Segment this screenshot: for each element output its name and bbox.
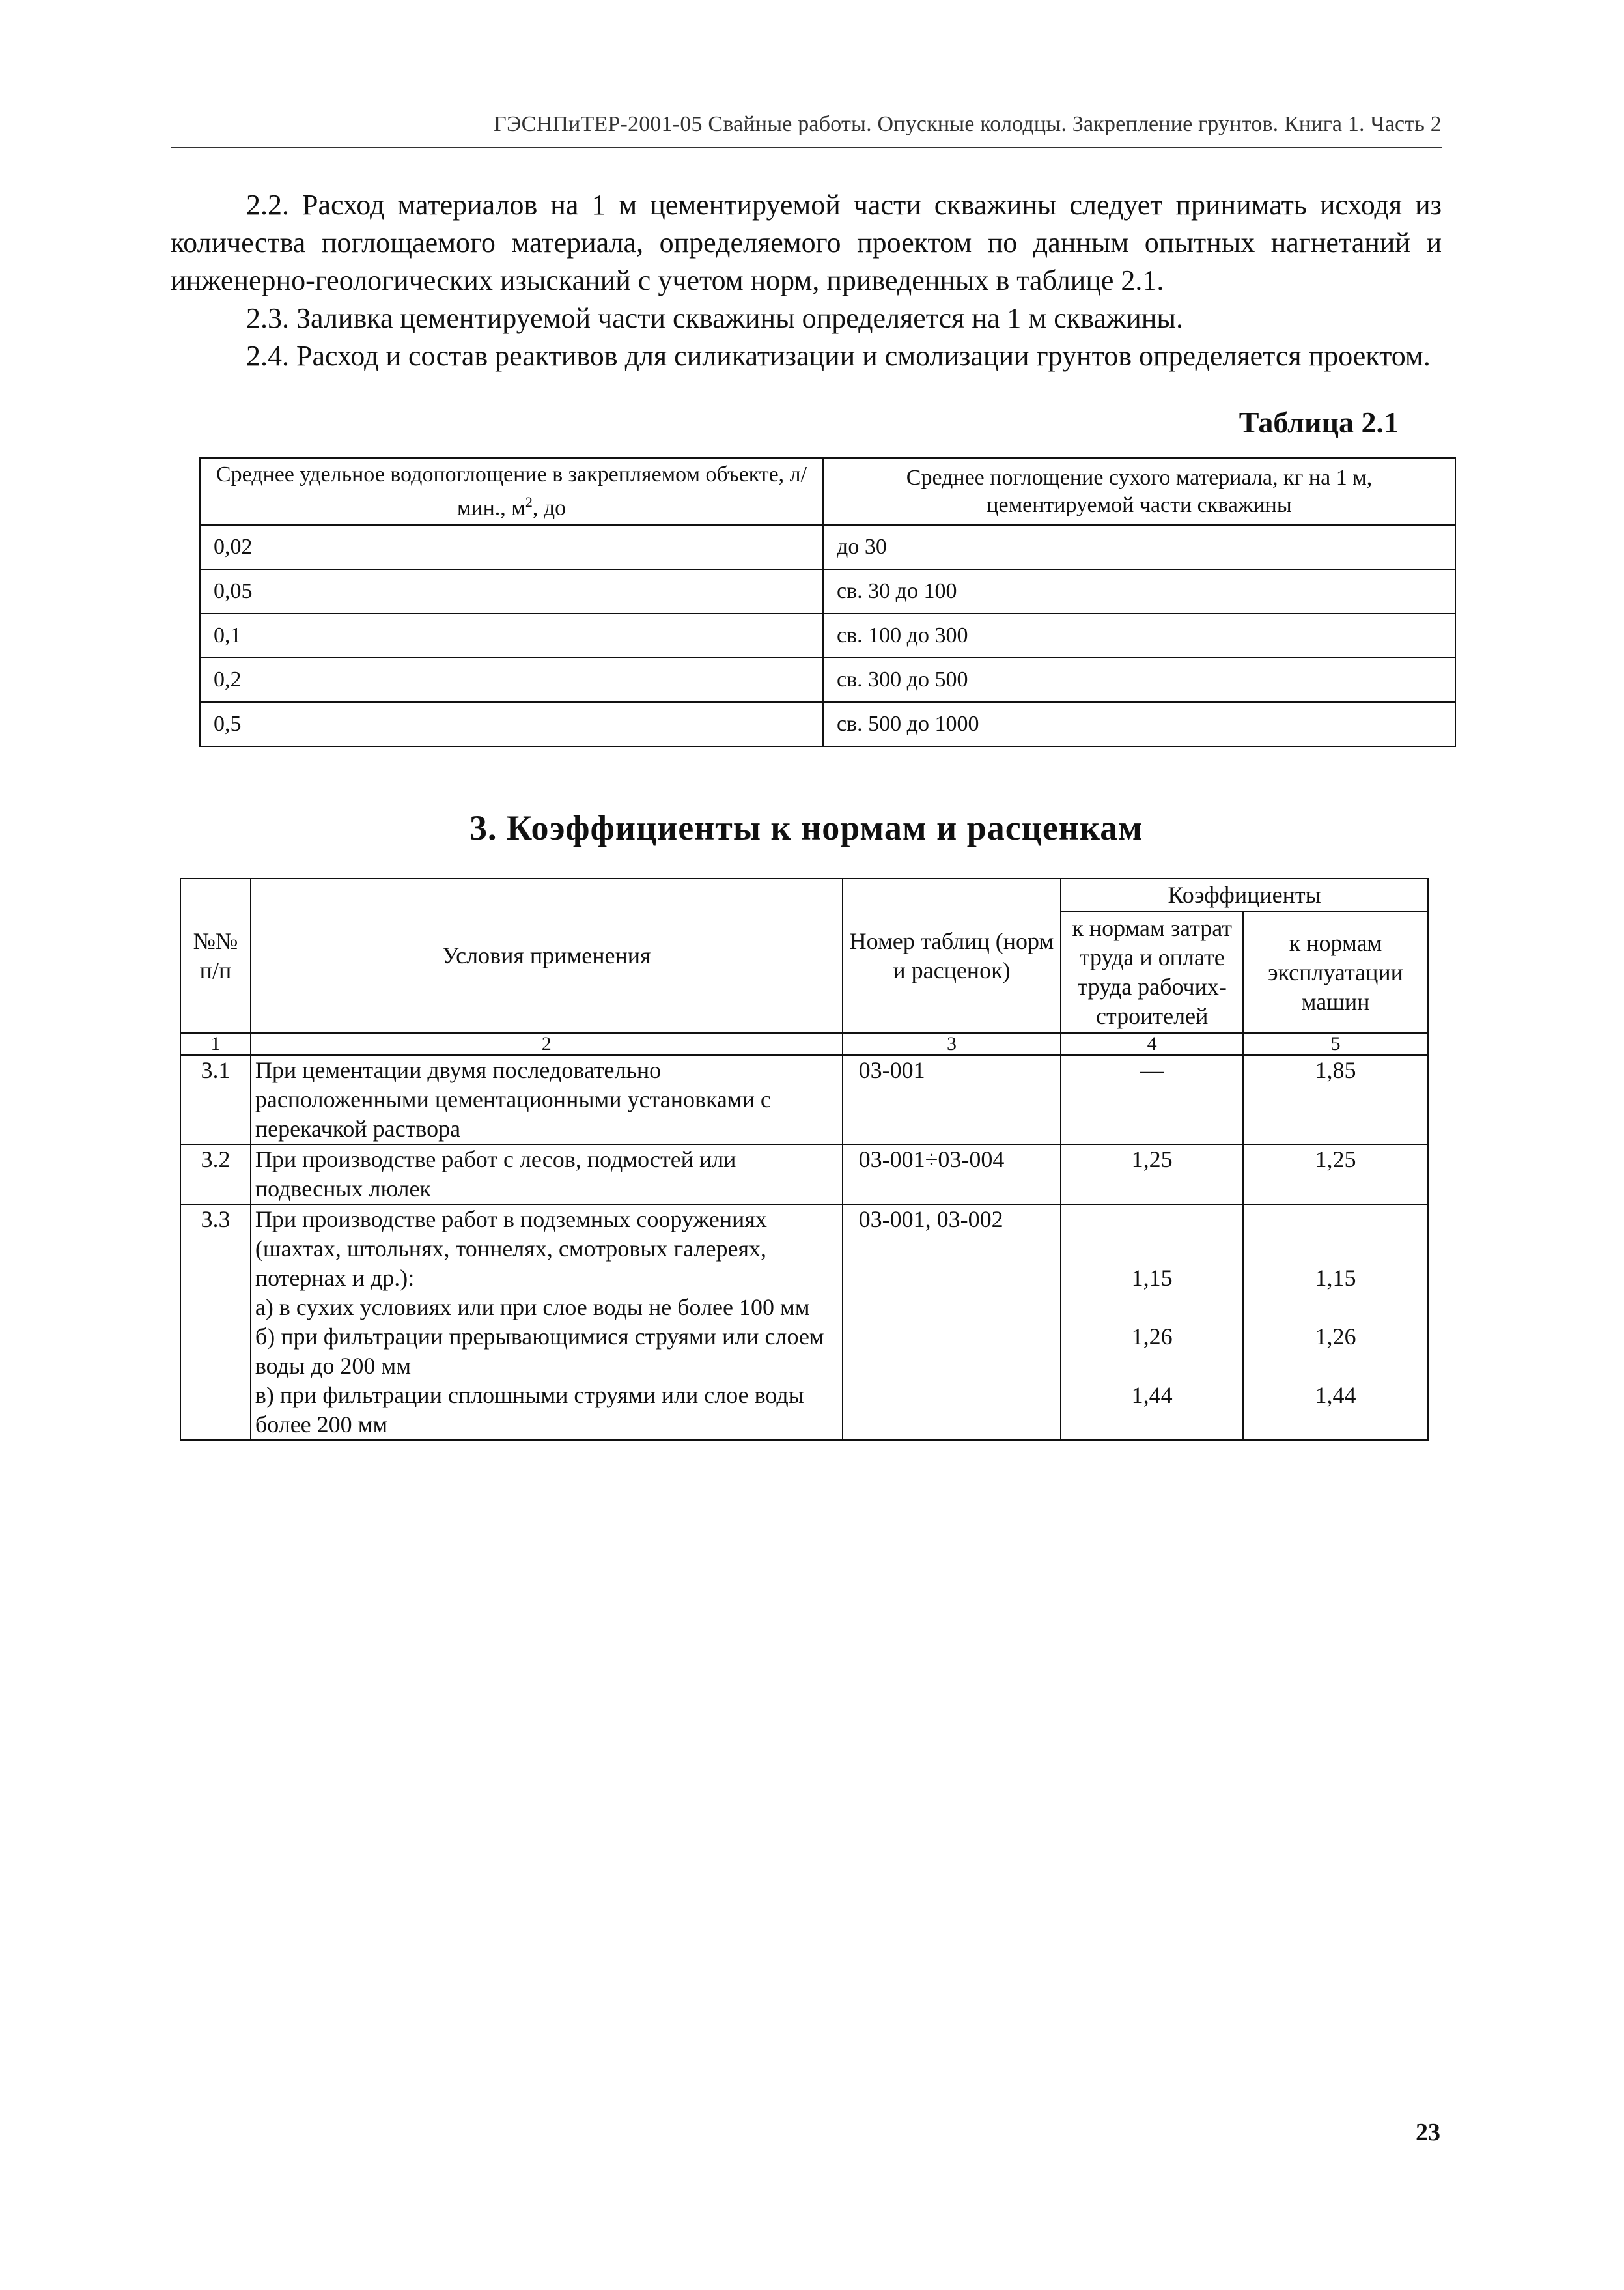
labor-coefficient-a: 1,15 (1131, 1265, 1173, 1291)
header-table-ref: Номер таблиц (норм и расценок) (843, 879, 1061, 1033)
condition-b: б) при фильтрации прерывающимися струями или слоем воды до 200 мм (255, 1323, 824, 1379)
header-absorption-sup: 2 (525, 494, 533, 510)
cell-consumption: св. 30 до 100 (823, 569, 1455, 614)
cell-absorption: 0,05 (200, 569, 823, 614)
spacer (1248, 1234, 1423, 1264)
coefficients-table (180, 878, 1429, 1441)
cell-consumption: св. 500 до 1000 (823, 702, 1455, 746)
row-labor-coefficient: 1,25 (1061, 1144, 1243, 1204)
machines-coefficient-c: 1,44 (1315, 1382, 1356, 1408)
row-table-ref: 03-001÷03-004 (843, 1144, 1061, 1204)
cell-absorption: 0,02 (200, 525, 823, 569)
table-caption: Таблица 2.1 (1239, 406, 1399, 439)
row-number: 3.3 (180, 1204, 251, 1440)
spacer (1065, 1234, 1239, 1264)
paragraph-2-4: 2.4. Расход и состав реактивов для силикатизации и смолизации грунтов определяется проектом. (246, 340, 1431, 372)
cell-absorption: 0,1 (200, 614, 823, 658)
cell-consumption: св. 100 до 300 (823, 614, 1455, 658)
spacer (1065, 1205, 1239, 1234)
row-labor-coefficients (1061, 1204, 1243, 1440)
row-table-ref: 03-001, 03-002 (843, 1204, 1061, 1440)
table-header-row (180, 879, 1428, 912)
section-title: 3. Коэффициенты к нормам и расценкам (469, 808, 1143, 847)
running-header: ГЭСНПиТЕР-2001-05 Свайные работы. Опускные колодцы. Закрепление грунтов. Книга 1. Часть 2 (494, 112, 1442, 136)
conditions-intro: При производстве работ в подземных сооружениях (шахтах, штольнях, тоннелях, смотровых галереях, потернах и др.): (255, 1206, 767, 1291)
column-number: 1 (180, 1033, 251, 1055)
header-conditions: Условия применения (251, 879, 843, 1033)
condition-c: в) при фильтрации сплошными струями или слое воды более 200 мм (255, 1382, 804, 1437)
column-number: 4 (1061, 1033, 1243, 1055)
row-machines-coefficient: 1,85 (1243, 1055, 1428, 1144)
header-absorption (200, 458, 823, 525)
cell-absorption: 0,5 (200, 702, 823, 746)
header-absorption-tail: , до (532, 496, 567, 520)
cell-absorption: 0,2 (200, 658, 823, 702)
header-machines: к нормам эксплуатации машин (1243, 912, 1428, 1033)
row-conditions (251, 1204, 843, 1440)
row-table-ref: 03-001 (843, 1055, 1061, 1144)
row-number: 3.2 (180, 1144, 251, 1204)
table-row (200, 614, 1455, 658)
column-number: 5 (1243, 1033, 1428, 1055)
table-header-row (200, 458, 1455, 525)
column-number: 2 (251, 1033, 843, 1055)
condition-a: а) в сухих условиях или при слое воды не более 100 мм (255, 1294, 810, 1320)
column-number-row (180, 1033, 1428, 1055)
machines-coefficient-b: 1,26 (1315, 1323, 1356, 1350)
cell-consumption: св. 300 до 500 (823, 658, 1455, 702)
row-conditions: При производстве работ с лесов, подмостей или подвесных люлек (251, 1144, 843, 1204)
table-row (200, 569, 1455, 614)
table-row (180, 1055, 1428, 1144)
table-row (180, 1204, 1428, 1440)
header-rule (171, 147, 1442, 148)
row-machines-coefficients (1243, 1204, 1428, 1440)
row-labor-coefficient: — (1061, 1055, 1243, 1144)
row-machines-coefficient: 1,25 (1243, 1144, 1428, 1204)
header-consumption: Среднее поглощение сухого материала, кг на 1 м, цементируемой части скважины (823, 458, 1455, 525)
table-row (200, 658, 1455, 702)
row-conditions: При цементации двумя последовательно расположенными цементационными установками с перекачкой раствора (251, 1055, 843, 1144)
page-number: 23 (1416, 2119, 1440, 2146)
table-row (200, 525, 1455, 569)
table-row (200, 702, 1455, 746)
cell-consumption: до 30 (823, 525, 1455, 569)
absorption-table (199, 457, 1456, 747)
header-labor: к нормам затрат труда и оплате труда рабочих-строителей (1061, 912, 1243, 1033)
header-coefficients: Коэффициенты (1061, 879, 1428, 912)
header-absorption-text: Среднее удельное водопоглощение в закрепляемом объекте, л/мин., м (216, 462, 807, 520)
header-num: №№ п/п (180, 879, 251, 1033)
row-number: 3.1 (180, 1055, 251, 1144)
column-number: 3 (843, 1033, 1061, 1055)
paragraph-2-2: 2.2. Расход материалов на 1 м цементируемой части скважины следует принимать исходя из количества поглощаемого материала, определяемого проектом по данным опытных нагнетаний и инженерно-геологических изысканий с учетом норм, приведенных в таблице 2.1. (171, 189, 1442, 296)
spacer (1248, 1205, 1423, 1234)
paragraph-2-3: 2.3. Заливка цементируемой части скважины определяется на 1 м скважины. (246, 302, 1183, 334)
machines-coefficient-a: 1,15 (1315, 1265, 1356, 1291)
table-row (180, 1144, 1428, 1204)
labor-coefficient-b: 1,26 (1131, 1323, 1173, 1350)
labor-coefficient-c: 1,44 (1131, 1382, 1173, 1408)
